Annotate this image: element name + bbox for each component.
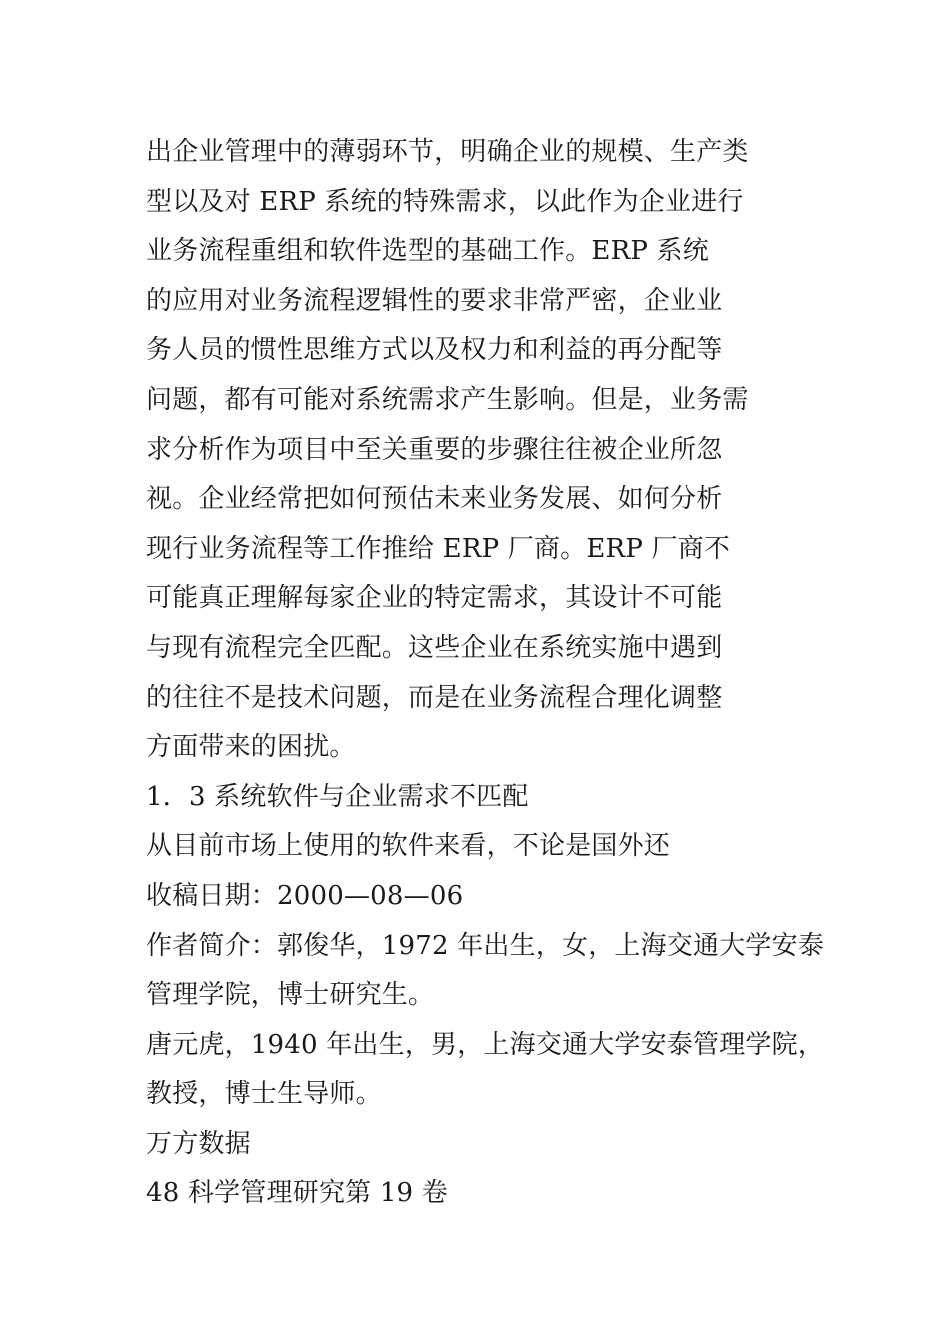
paragraph-line: 方面带来的困扰。: [146, 732, 356, 763]
author-bio-line: 唐元虎，1940 年出生，男，上海交通大学安泰管理学院，: [146, 1029, 825, 1060]
paragraph-line: 务人员的惯性思维方式以及权力和利益的再分配等: [146, 335, 723, 366]
author-bio-line: 教授，博士生导师。: [146, 1079, 382, 1110]
paragraph-line: 视。企业经常把如何预估未来业务发展、如何分析: [146, 484, 723, 515]
document-text: [146, 128, 926, 1219]
received-date: 收稿日期：2000—08—06: [146, 880, 464, 911]
author-bio-line: 管理学院，博士研究生。: [146, 980, 435, 1011]
source-watermark-text: 万方数据: [146, 1128, 251, 1159]
author-bio-line: 作者简介：郭俊华，1972 年出生，女，上海交通大学安泰: [146, 930, 825, 961]
paragraph-line: 业务流程重组和软件选型的基础工作。ERP 系统: [146, 236, 709, 267]
page-footer: 48 科学管理研究第 19 卷: [146, 1178, 448, 1209]
paragraph-line: 的应用对业务流程逻辑性的要求非常严密，企业业: [146, 285, 723, 316]
paragraph-line: 求分析作为项目中至关重要的步骤往往被企业所忽: [146, 434, 723, 465]
section-heading: 1．3 系统软件与企业需求不匹配: [146, 781, 529, 812]
paragraph-line: 与现有流程完全匹配。这些企业在系统实施中遇到: [146, 632, 723, 663]
paragraph-line: 从目前市场上使用的软件来看，不论是国外还: [146, 831, 671, 862]
paragraph-line: 型以及对 ERP 系统的特殊需求，以此作为企业进行: [146, 186, 744, 217]
paragraph-line: 的往往不是技术问题，而是在业务流程合理化调整: [146, 682, 723, 713]
paragraph-line: 现行业务流程等工作推给 ERP 厂商。ERP 厂商不: [146, 533, 731, 564]
paragraph-line: 问题，都有可能对系统需求产生影响。但是，业务需: [146, 384, 749, 415]
paragraph-line: 可能真正理解每家企业的特定需求，其设计不可能: [146, 583, 723, 614]
paragraph-line: 出企业管理中的薄弱环节，明确企业的规模、生产类: [146, 137, 749, 167]
